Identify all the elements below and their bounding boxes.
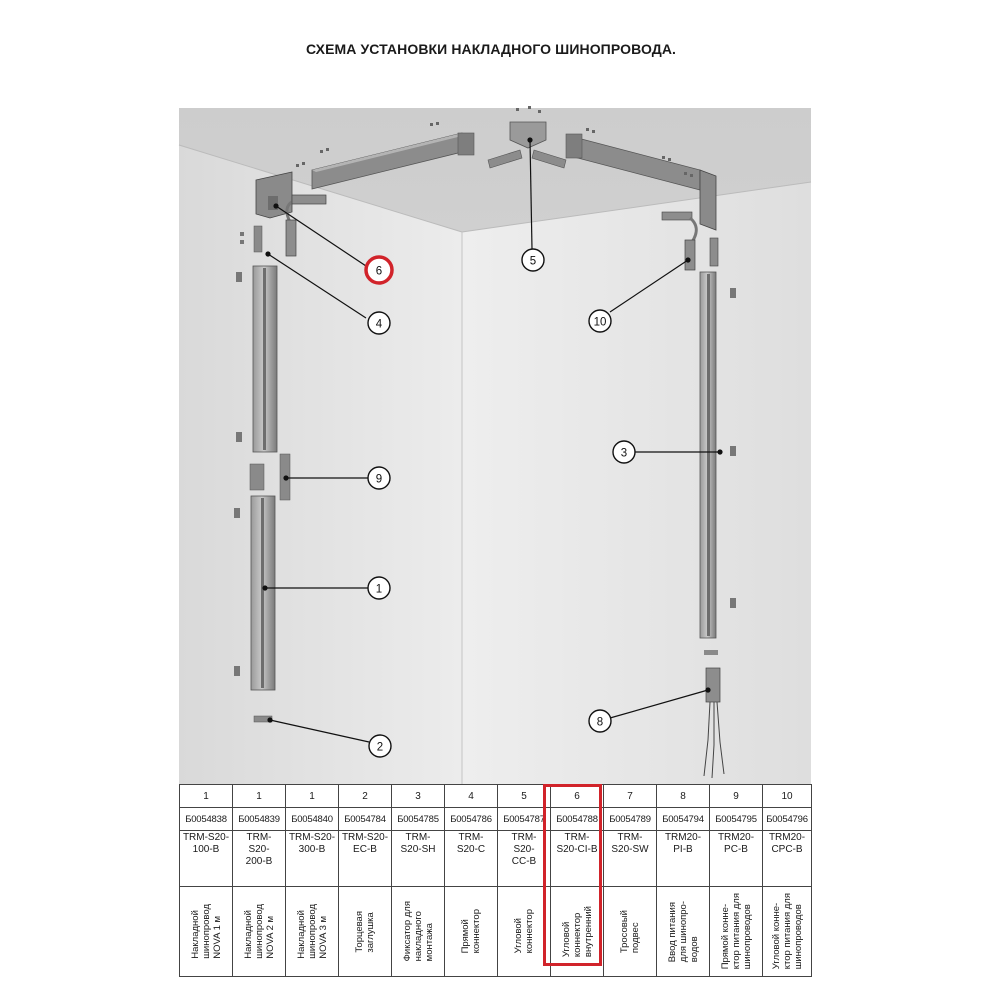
cell-article-code: Б0054789: [604, 808, 657, 831]
wall-rail-left-upper: [253, 266, 277, 452]
description-text: Прямой конне- ктор питания для шинопроводов: [719, 893, 753, 970]
callout-9: [368, 467, 390, 489]
cell-quantity: 3: [392, 785, 445, 808]
callout-4: [368, 312, 390, 334]
cell-description: [604, 887, 657, 977]
cell-description: [339, 887, 392, 977]
callout-2: [369, 735, 391, 757]
cell-model: TRM- S20-SW: [604, 831, 657, 887]
description-text: Прямой коннектор: [460, 909, 482, 954]
description-text: Накладной шинопровод NOVA 3 м: [295, 904, 329, 959]
cell-quantity: 10: [763, 785, 812, 808]
description-text: Накладной шинопровод NOVA 1 м: [189, 904, 223, 959]
cell-model: TRM20- PC-B: [710, 831, 763, 887]
description-text: Торцевая заглушка: [354, 910, 376, 953]
callout-label: 5: [529, 255, 537, 268]
cell-article-code: Б0054784: [339, 808, 392, 831]
page-title: СХЕМА УСТАНОВКИ НАКЛАДНОГО ШИНОПРОВОДА.: [305, 41, 677, 57]
cell-description: [233, 887, 286, 977]
row-model: [180, 831, 812, 887]
description-text: Тросовый подвес: [619, 909, 641, 954]
cell-quantity: 1: [180, 785, 233, 808]
cell-description: [657, 887, 710, 977]
cell-model: TRM- S20-CI-B: [551, 831, 604, 887]
callout-6: [366, 257, 392, 283]
cell-quantity: 8: [657, 785, 710, 808]
cell-article-code: Б0054794: [657, 808, 710, 831]
cell-article-code: Б0054788: [551, 808, 604, 831]
callout-label: 10: [593, 316, 607, 329]
callout-5: [522, 249, 544, 271]
cell-model: TRM20- PI-B: [657, 831, 710, 887]
cell-quantity: 5: [498, 785, 551, 808]
cell-description: [286, 887, 339, 977]
cell-description: [498, 887, 551, 977]
cell-description: [445, 887, 498, 977]
wall-rail-left-lower: [251, 496, 275, 690]
cell-model: TRM- S20-C: [445, 831, 498, 887]
cell-article-code: Б0054785: [392, 808, 445, 831]
cell-article-code: Б0054840: [286, 808, 339, 831]
cell-description: [180, 887, 233, 977]
description-text: Ввод питания для шинопро- водов: [666, 900, 700, 963]
cell-quantity: 6: [551, 785, 604, 808]
callout-label: 6: [375, 265, 383, 278]
description-text: Накладной шинопровод NOVA 2 м: [242, 904, 276, 959]
callout-10: [589, 310, 611, 332]
cell-article-code: Б0054839: [233, 808, 286, 831]
cell-article-code: Б0054786: [445, 808, 498, 831]
callout-label: 8: [596, 716, 604, 729]
callout-label: 3: [620, 447, 628, 460]
cell-model: TRM- S20-SH: [392, 831, 445, 887]
row-article-code: [180, 808, 812, 831]
description-text: Угловой коннектор: [513, 909, 535, 954]
callout-label: 9: [375, 473, 383, 486]
cell-quantity: 1: [233, 785, 286, 808]
cell-article-code: Б0054838: [180, 808, 233, 831]
cell-quantity: 4: [445, 785, 498, 808]
parts-table: [179, 784, 812, 977]
cell-model: TRM- S20- CC-B: [498, 831, 551, 887]
callout-label: 2: [376, 741, 384, 754]
row-description: [180, 887, 812, 977]
cell-model: TRM-S20- 300-B: [286, 831, 339, 887]
cell-description: [551, 887, 604, 977]
cell-quantity: 9: [710, 785, 763, 808]
callout-label: 1: [375, 583, 383, 596]
wall-rail-right: [700, 272, 718, 655]
callout-8: [589, 710, 611, 732]
cell-quantity: 2: [339, 785, 392, 808]
callout-label: 4: [375, 318, 383, 331]
cell-description: [392, 887, 445, 977]
cell-model: TRM-S20- 100-B: [180, 831, 233, 887]
callout-3: [613, 441, 635, 463]
cell-article-code: Б0054795: [710, 808, 763, 831]
cell-model: TRM- S20- 200-B: [233, 831, 286, 887]
cell-article-code: Б0054787: [498, 808, 551, 831]
description-text: Фиксатор для накладного монтажа: [401, 901, 435, 962]
cell-description: [710, 887, 763, 977]
cell-quantity: 1: [286, 785, 339, 808]
cell-model: TRM-S20- EC-B: [339, 831, 392, 887]
cell-model: TRM20- CPC-B: [763, 831, 812, 887]
description-text: Угловой коннектор внутренний: [560, 905, 594, 958]
cell-article-code: Б0054796: [763, 808, 812, 831]
cell-quantity: 7: [604, 785, 657, 808]
cell-description: [763, 887, 812, 977]
description-text: Угловой конне- ктор питания для шинопроводов: [770, 893, 804, 970]
callout-1: [368, 577, 390, 599]
row-quantity: [180, 785, 812, 808]
